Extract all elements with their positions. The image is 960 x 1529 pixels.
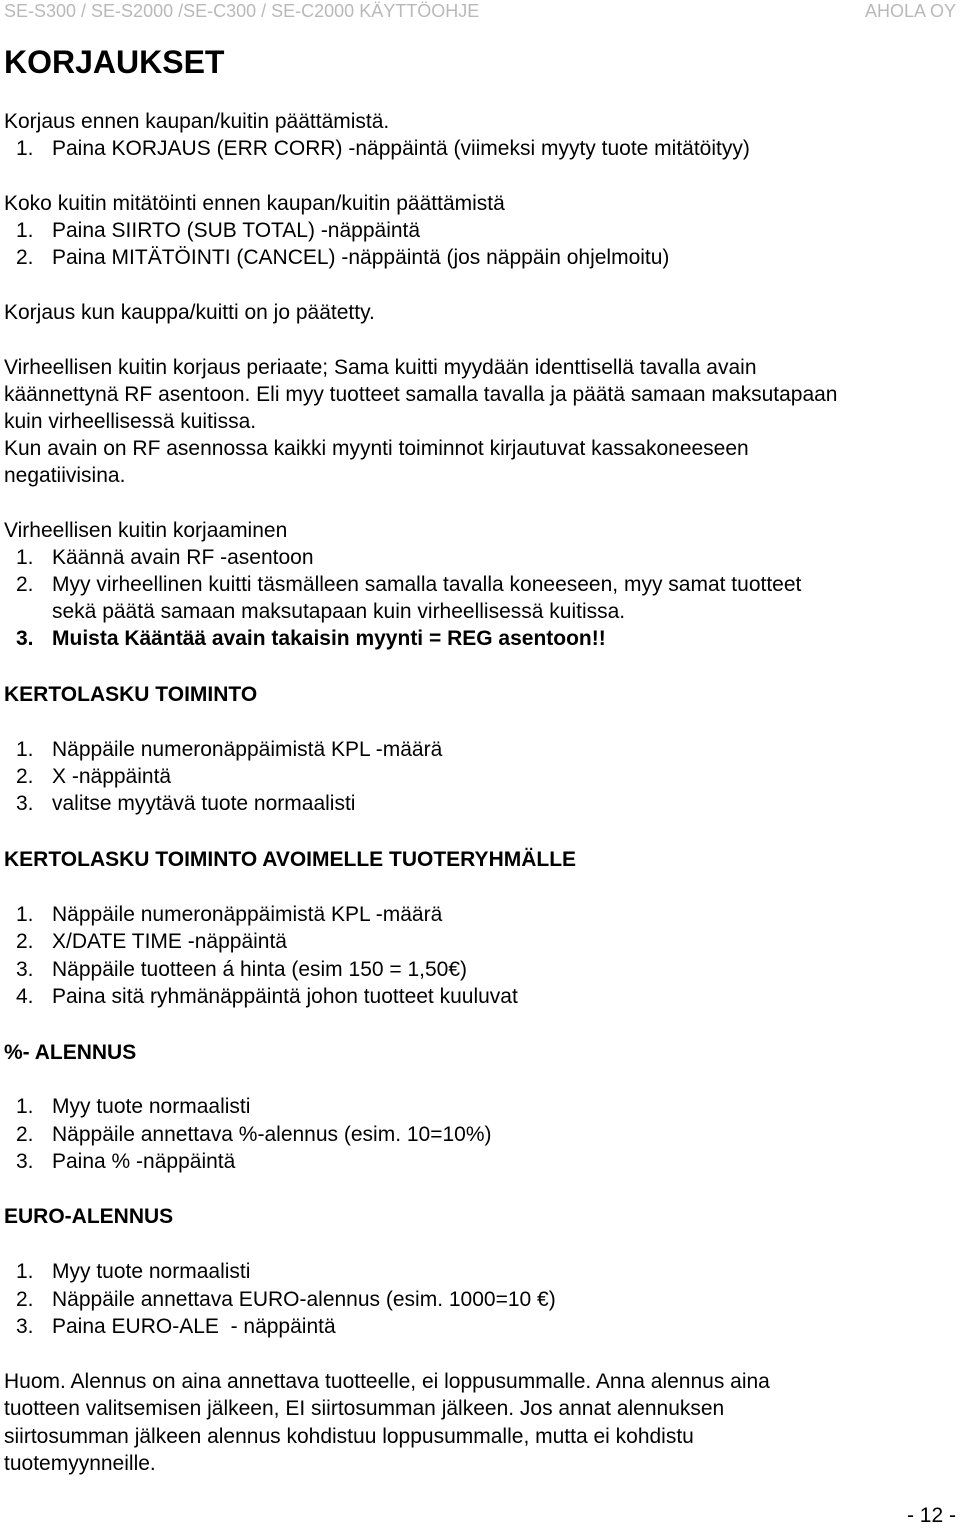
list-number: 3.	[16, 792, 34, 815]
list-item: Näppäile numeronäppäimistä KPL -määrä	[52, 738, 443, 761]
list-number: 1.	[16, 738, 34, 761]
list-item: Näppäile annettava EURO-alennus (esim. 1000=10 €)	[52, 1288, 556, 1311]
page-header-left: SE-S300 / SE-S2000 /SE-C300 / SE-C2000 KÄYTTÖOHJE	[4, 1, 480, 21]
after-heading: Korjaus kun kauppa/kuitti on jo päätetty.	[4, 301, 375, 324]
list-item: Myy tuote normaalisti	[52, 1095, 251, 1118]
list-number: 2.	[16, 1123, 34, 1146]
page-number: - 12 -	[906, 1504, 956, 1527]
list-number: 2.	[16, 573, 34, 596]
fix-heading: Virheellisen kuitin korjaaminen	[4, 519, 288, 542]
fix-step-3: Muista Kääntää avain takaisin myynti = REG asentoon!!	[52, 627, 606, 650]
korjaus-intro: Korjaus ennen kaupan/kuitin päättämistä.	[4, 110, 390, 133]
korjaus-step-1: Paina KORJAUS (ERR CORR) -näppäintä (viimeksi myyty tuote mitätöityy)	[52, 137, 750, 160]
note-line: tuotteen valitsemisen jälkeen, EI siirtosumman jälkeen. Jos annat alennuksen	[4, 1397, 725, 1420]
page-title: KORJAUKSET	[4, 44, 225, 80]
list-number: 2.	[16, 930, 34, 953]
list-number: 3.	[16, 1315, 34, 1338]
fix-step-2: Myy virheellinen kuitti täsmälleen samalla tavalla koneeseen, myy samat tuotteet	[52, 573, 802, 596]
list-number: 1.	[16, 137, 34, 160]
cancel-step-1: Paina SIIRTO (SUB TOTAL) -näppäintä	[52, 219, 421, 242]
note-line: siirtosumman jälkeen alennus kohdistuu loppusummalle, mutta ei kohdistu	[4, 1425, 694, 1448]
note-line: Huom. Alennus on aina annettava tuotteelle, ei loppusummalle. Anna alennus aina	[4, 1370, 770, 1393]
list-item: Näppäile annettava %-alennus (esim. 10=10%)	[52, 1123, 492, 1146]
cancel-heading: Koko kuitin mitätöinti ennen kaupan/kuitin päättämistä	[4, 192, 505, 215]
cancel-step-2: Paina MITÄTÖINTI (CANCEL) -näppäintä (jos näppäin ohjelmoitu)	[52, 246, 670, 269]
list-number: 1.	[16, 1260, 34, 1283]
page-header-right: AHOLA OY	[864, 1, 956, 21]
section-heading: KERTOLASKU TOIMINTO	[4, 683, 258, 706]
list-item: Paina sitä ryhmänäppäintä johon tuotteet kuuluvat	[52, 985, 518, 1008]
list-item: Näppäile tuotteen á hinta (esim 150 = 1,50€)	[52, 958, 468, 981]
list-number: 2.	[16, 765, 34, 788]
list-number: 1.	[16, 1095, 34, 1118]
paragraph-line: käännettynä RF asentoon. Eli myy tuotteet samalla tavalla ja päätä samaan maksutapaan	[4, 383, 838, 406]
list-item: Paina EURO-ALE - näppäintä	[52, 1315, 336, 1338]
section-heading: KERTOLASKU TOIMINTO AVOIMELLE TUOTERYHMÄLLE	[4, 848, 577, 871]
list-number: 3.	[16, 958, 34, 981]
paragraph-line: Kun avain on RF asennossa kaikki myynti toiminnot kirjautuvat kassakoneeseen	[4, 437, 749, 460]
list-number: 1.	[16, 219, 34, 242]
list-number: 2.	[16, 1288, 34, 1311]
fix-step-1: Käännä avain RF -asentoon	[52, 546, 314, 569]
list-item: X/DATE TIME -näppäintä	[52, 930, 287, 953]
paragraph-line: Virheellisen kuitin korjaus periaate; Sama kuitti myydään identtisellä tavalla avain	[4, 356, 757, 379]
fix-step-2-cont: sekä päätä samaan maksutapaan kuin virheellisessä kuitissa.	[52, 600, 626, 623]
list-number: 1.	[16, 903, 34, 926]
list-item: Näppäile numeronäppäimistä KPL -määrä	[52, 903, 443, 926]
list-item: X -näppäintä	[52, 765, 172, 788]
paragraph-line: negatiivisina.	[4, 464, 126, 487]
note-line: tuotemyynneille.	[4, 1452, 156, 1475]
list-item: Paina % -näppäintä	[52, 1150, 236, 1173]
section-heading: EURO-ALENNUS	[4, 1205, 174, 1228]
list-number: 4.	[16, 985, 34, 1008]
list-number: 3.	[16, 627, 34, 650]
list-number: 2.	[16, 246, 34, 269]
list-number: 3.	[16, 1150, 34, 1173]
list-item: Myy tuote normaalisti	[52, 1260, 251, 1283]
list-number: 1.	[16, 546, 34, 569]
list-item: valitse myytävä tuote normaalisti	[52, 792, 356, 815]
section-heading: %- ALENNUS	[4, 1041, 137, 1064]
paragraph-line: kuin virheellisessä kuitissa.	[4, 410, 257, 433]
